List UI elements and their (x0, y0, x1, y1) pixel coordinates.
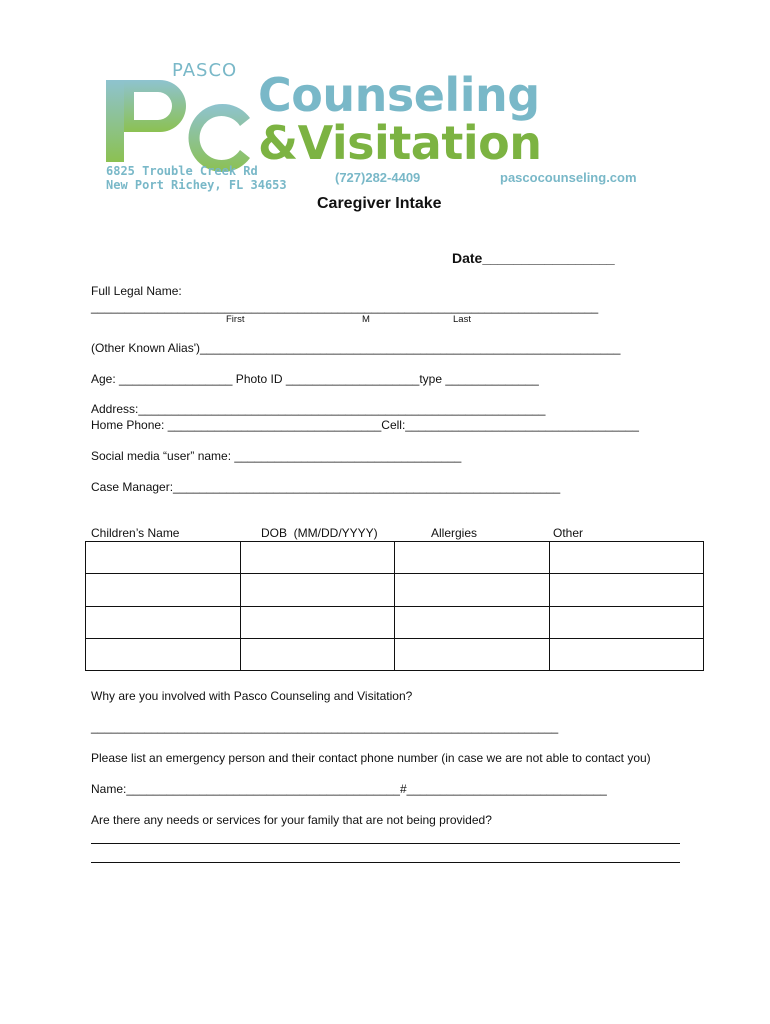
table-header-other: Other (553, 526, 584, 540)
logo-visitation-text: &Visitation (258, 116, 542, 170)
logo-pasco-text: PASCO (172, 60, 238, 81)
table-cell[interactable] (240, 606, 395, 638)
logo-phone: (727)282-4409 (335, 170, 421, 185)
last-name-sublabel: Last (453, 314, 471, 325)
table-header-childrens-name: Children’s Name (91, 526, 180, 540)
table-cell[interactable] (549, 638, 704, 670)
alias-field[interactable]: (Other Known Alias')_______________________________________________________________ (91, 341, 621, 355)
needs-answer-line-1[interactable] (91, 843, 680, 844)
table-row (86, 606, 704, 638)
table-row (86, 638, 704, 670)
table-cell[interactable] (240, 574, 395, 606)
form-title: Caregiver Intake (317, 195, 442, 212)
table-cell[interactable] (395, 638, 550, 670)
table-cell[interactable] (86, 606, 241, 638)
table-cell[interactable] (395, 542, 550, 574)
table-cell[interactable] (395, 574, 550, 606)
middle-initial-sublabel: M (362, 314, 370, 325)
emergency-contact-prompt: Please list an emergency person and their contact phone number (in case we are not able to contact you) (91, 751, 651, 765)
organization-logo (100, 60, 670, 192)
table-cell[interactable] (86, 542, 241, 574)
table-cell[interactable] (240, 638, 395, 670)
address-field[interactable]: Address:_____________________________________________________________ (91, 402, 546, 416)
table-cell[interactable] (395, 606, 550, 638)
case-manager-field[interactable]: Case Manager:__________________________________________________________ (91, 480, 561, 494)
table-header-allergies: Allergies (431, 526, 478, 540)
table-cell[interactable] (549, 606, 704, 638)
needs-question: Are there any needs or services for your family that are not being provided? (91, 813, 492, 827)
table-cell[interactable] (549, 574, 704, 606)
emergency-name-phone-field[interactable]: Name:_________________________________________#______________________________ (91, 782, 607, 796)
table-cell[interactable] (549, 542, 704, 574)
table-cell[interactable] (240, 542, 395, 574)
first-name-sublabel: First (226, 314, 245, 325)
age-photo-id-field[interactable]: Age: _________________ Photo ID ____________________type ______________ (91, 372, 539, 386)
logo-website: pascocounseling.com (500, 170, 637, 185)
table-cell[interactable] (86, 638, 241, 670)
children-table (85, 541, 704, 671)
logo-counseling-text: Counseling (258, 68, 540, 122)
full-legal-name-label: Full Legal Name: (91, 284, 182, 298)
logo-address-line1: 6825 Trouble Creek Rd (106, 164, 258, 178)
date-field[interactable]: Date_________________ (452, 250, 615, 266)
table-row (86, 542, 704, 574)
home-phone-field[interactable]: Home Phone: ________________________________Cell:___________________________________ (91, 418, 639, 432)
needs-answer-line-2[interactable] (91, 862, 680, 863)
logo-address-line2: New Port Richey, FL 34653 (106, 178, 287, 192)
table-cell[interactable] (86, 574, 241, 606)
full-legal-name-field[interactable]: ____________________________________________________________________________ (91, 300, 599, 314)
table-header-dob: DOB (MM/DD/YYYY) (261, 526, 378, 540)
why-involved-question: Why are you involved with Pasco Counseling and Visitation? (91, 689, 413, 703)
social-media-field[interactable]: Social media “user” name: __________________________________ (91, 449, 462, 463)
table-row (86, 574, 704, 606)
why-involved-answer-line[interactable]: ______________________________________________________________________ (91, 720, 559, 734)
